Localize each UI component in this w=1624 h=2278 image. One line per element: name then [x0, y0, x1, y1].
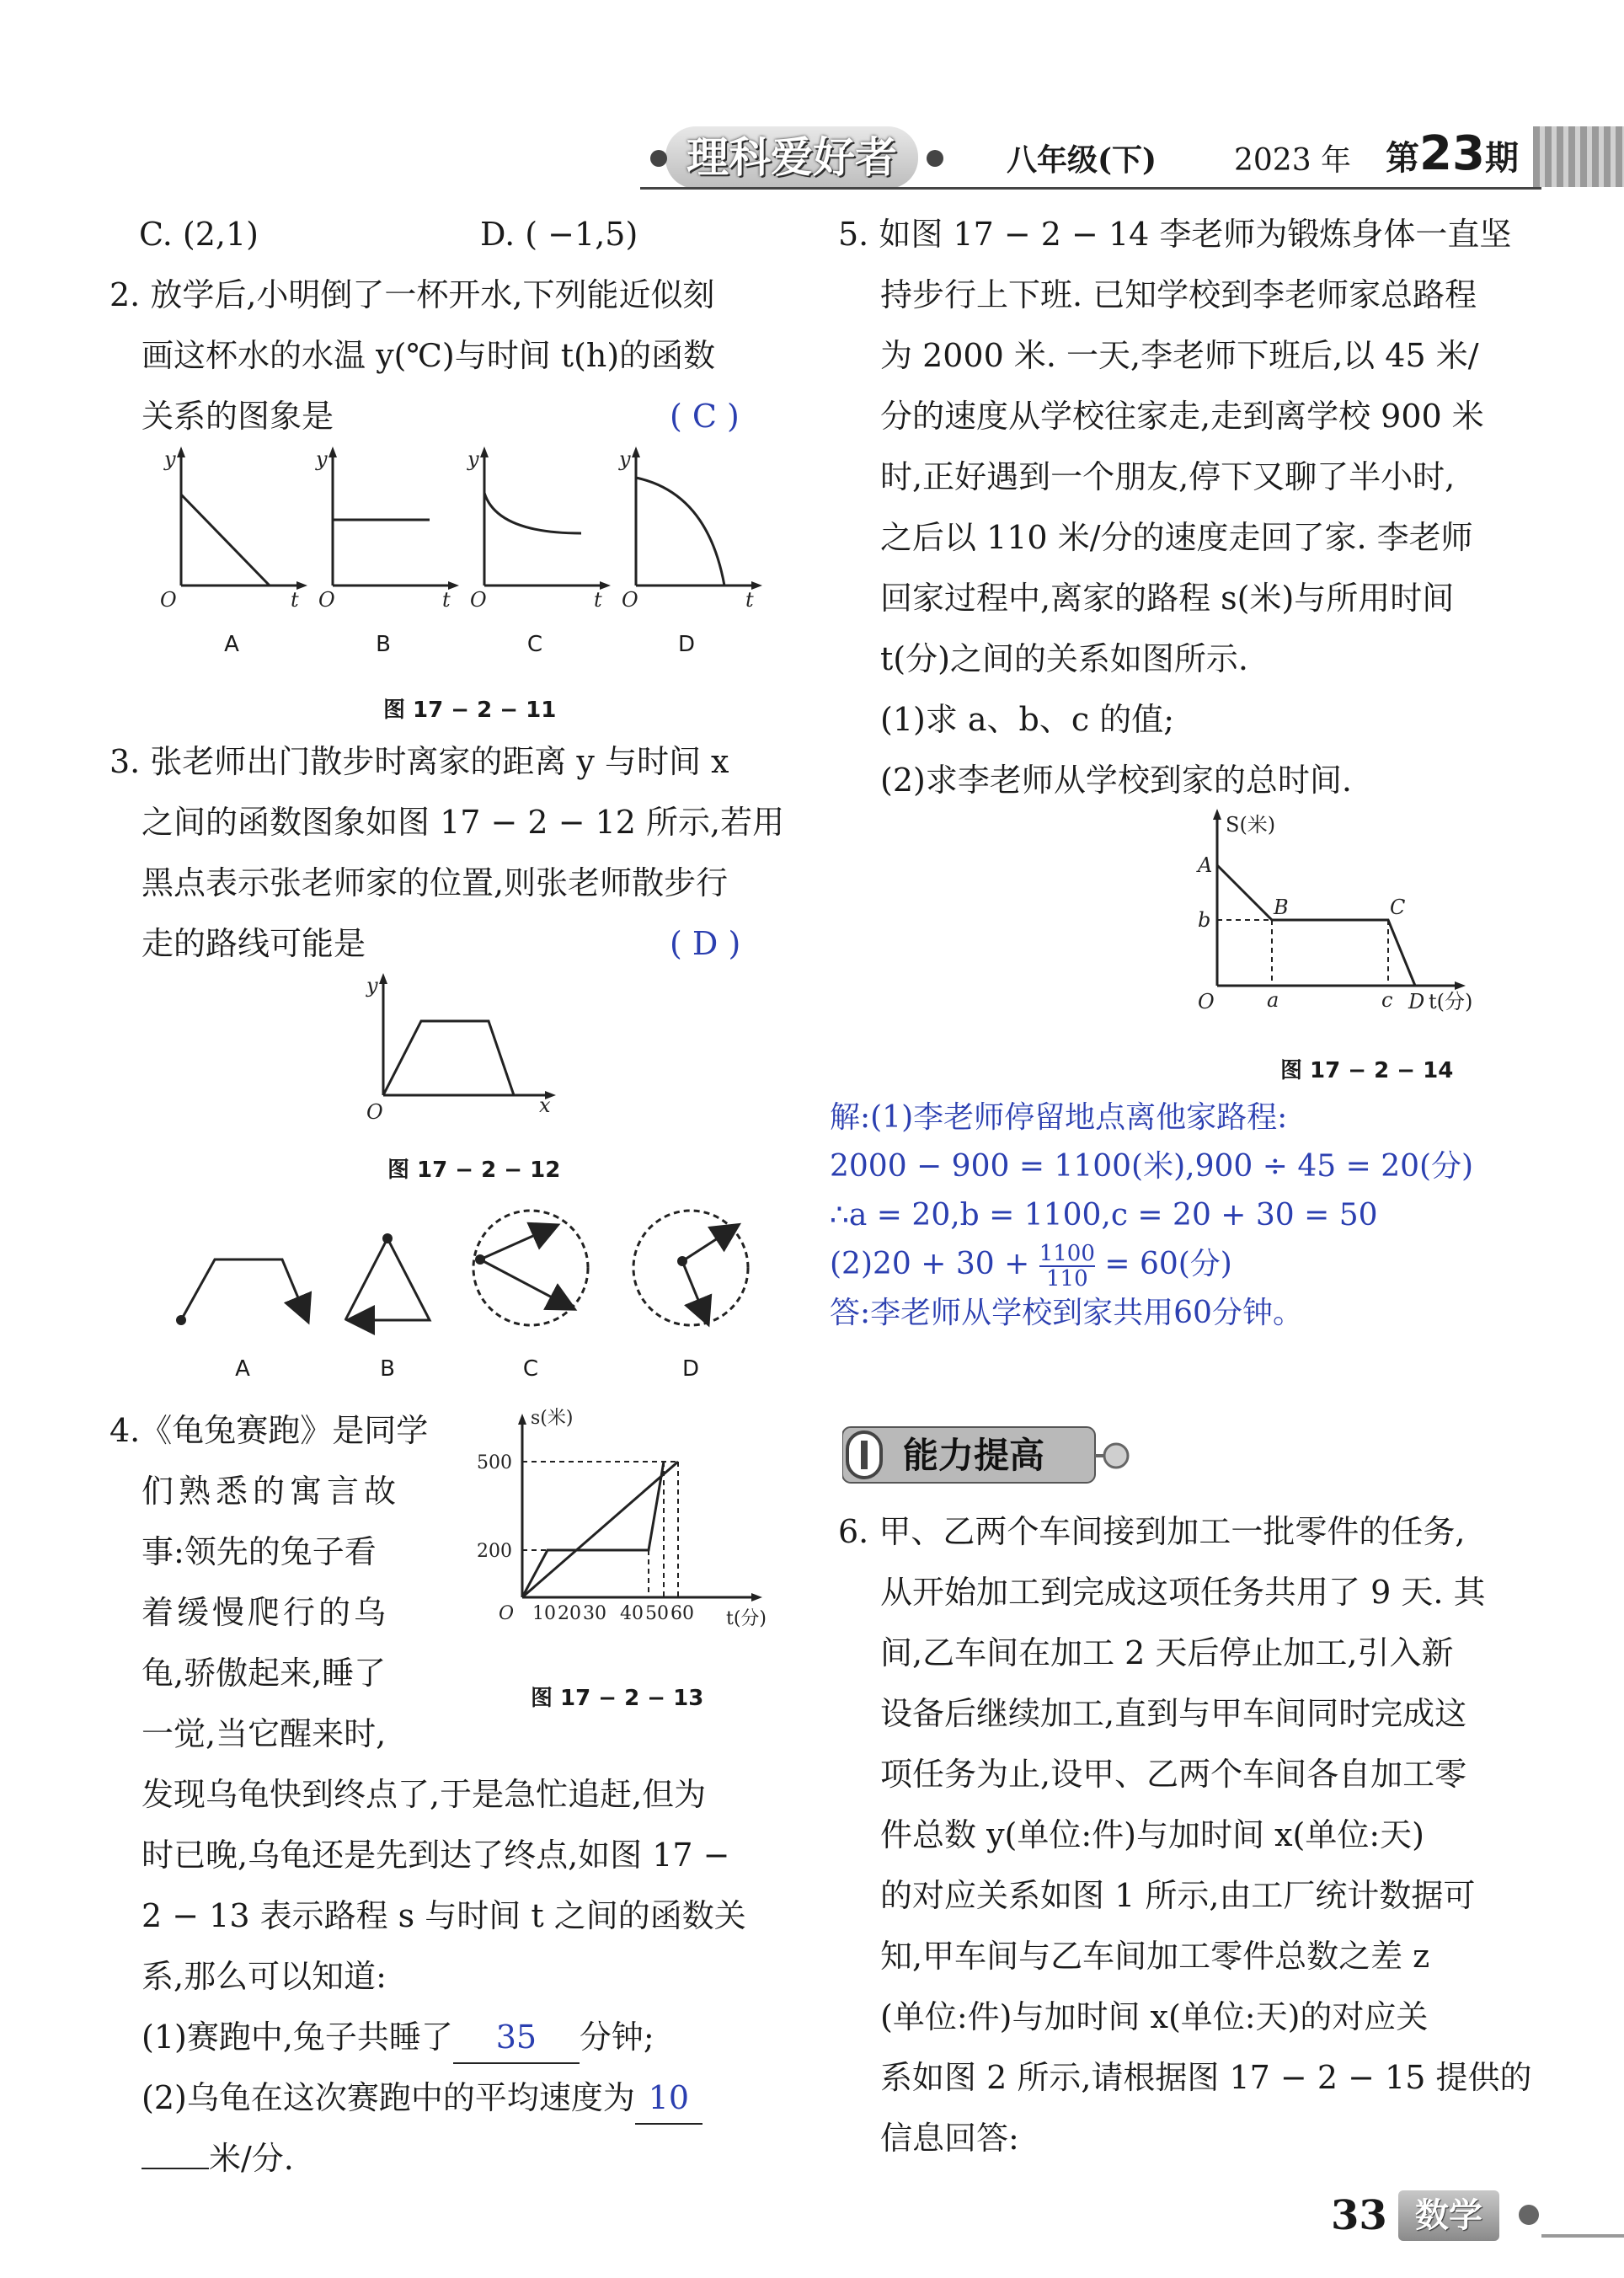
route-label-a: A: [235, 1356, 250, 1382]
q5-ylabel: S(米): [1226, 813, 1276, 837]
q5-line-1: 5. 如图 17 − 2 − 14 李老师为锻炼身体一直坚: [838, 216, 1512, 253]
xtick-20: 20: [558, 1603, 581, 1624]
q4-origin: O: [499, 1603, 515, 1624]
xtick-40: 40: [620, 1603, 644, 1624]
q6-line-8: 知,甲车间与乙车间加工零件总数之差 z: [880, 1938, 1430, 1975]
svg-text:y: y: [164, 447, 176, 471]
bullet-icon: [925, 148, 945, 168]
q3-answer: ( D ): [670, 925, 741, 962]
graph-c-curve: [484, 493, 581, 533]
route-b: [345, 1238, 430, 1320]
q4-line-2: 们熟悉的寓言故: [142, 1473, 402, 1510]
svg-text:t: t: [745, 588, 754, 611]
figure-17-2-12: [354, 969, 573, 1129]
year-label: 2023 年: [1234, 143, 1352, 178]
ytick-500: 500: [477, 1452, 512, 1473]
svg-text:O: O: [160, 588, 177, 611]
point-c: C: [1390, 896, 1406, 919]
q6-line-2: 从开始加工到完成这项任务共用了 9 天. 其: [880, 1574, 1486, 1611]
xtick-50: 50: [645, 1603, 669, 1624]
answer-blank-1: 35: [453, 2012, 580, 2064]
xtick-30: 30: [583, 1603, 606, 1624]
point-a: A: [1198, 853, 1213, 877]
svg-text:O: O: [366, 1100, 383, 1124]
svg-text:O: O: [318, 588, 335, 611]
svg-text:O: O: [622, 588, 638, 611]
q6-line-9: (单位:件)与加时间 x(单位:天)的对应关: [880, 1998, 1429, 2035]
q5-line-4: 分的速度从学校往家走,走到离学校 900 米: [880, 398, 1484, 435]
ytick-200: 200: [477, 1541, 512, 1562]
q5-line-2: 持步行上下班. 已知学校到李老师家总路程: [880, 276, 1477, 313]
issue-label: 第23期: [1386, 126, 1519, 181]
q5-line-6: 之后以 110 米/分的速度走回了家. 李老师: [880, 519, 1473, 556]
distance-graph: [1217, 865, 1415, 986]
q4-xlabel: t(分): [726, 1608, 767, 1629]
q5-sub1: (1)求 a、b、c 的值;: [880, 701, 1175, 738]
hare-line: [522, 1462, 664, 1597]
q5-xlabel: t(分): [1429, 990, 1473, 1013]
q1-option-c: C. (2,1): [139, 216, 259, 253]
q4-line-6: 一觉,当它醒来时,: [142, 1715, 387, 1752]
q6-line-3: 间,乙车间在加工 2 天后停止加工,引入新: [880, 1634, 1454, 1671]
answer-blank-2: 10: [635, 2072, 702, 2125]
caption-17-2-13: 图 17 − 2 − 13: [531, 1686, 704, 1711]
graph-label-c: C: [526, 632, 543, 657]
graph-label-b: B: [376, 632, 391, 657]
graph-a-line: [181, 495, 270, 586]
svg-text:y: y: [619, 447, 631, 471]
route-label-d: D: [681, 1356, 700, 1382]
svg-text:t: t: [442, 588, 451, 611]
q4-line-3: 事:领先的兔子看: [142, 1533, 377, 1570]
mark-c: c: [1381, 988, 1393, 1012]
q3-line-1: 3. 张老师出门散步时离家的距离 y 与时间 x: [110, 743, 729, 780]
q4-sub2-cont: 米/分.: [142, 2128, 294, 2189]
footer-bullet-icon: [1516, 2202, 1541, 2227]
solution-line-5: 答:李老师从学校到家共用60分钟。: [830, 1296, 1303, 1330]
q4-line-5: 龟,骄傲起来,睡了: [142, 1655, 387, 1692]
q3-line-3: 黑点表示张老师家的位置,则张老师散步行: [142, 864, 729, 901]
svg-text:O: O: [470, 588, 487, 611]
q2-line-2: 画这杯水的水温 y(℃)与时间 t(h)的函数: [142, 337, 716, 374]
svg-text:y: y: [316, 447, 328, 471]
q4-line-9: 2 − 13 表示路程 s 与时间 t 之间的函数关: [142, 1897, 746, 1934]
bullet-icon: [649, 148, 669, 168]
header-stripe: [1533, 126, 1624, 187]
q6-line-10: 系如图 2 所示,请根据图 17 − 2 − 15 提供的: [880, 2059, 1532, 2096]
page-header: [0, 0, 1624, 194]
header-rule: [640, 187, 1541, 190]
caption-17-2-11: 图 17 − 2 − 11: [383, 698, 557, 723]
solution-line-2: 2000 − 900 = 1100(米),900 ÷ 45 = 20(分): [830, 1149, 1474, 1184]
solution-line-3: ∴a = 20,b = 1100,c = 20 + 30 = 50: [830, 1198, 1378, 1233]
q2-line-1: 2. 放学后,小明倒了一杯开水,下列能近似刻: [110, 276, 715, 313]
route-d-1: [682, 1226, 737, 1261]
subject-badge: 数学: [1398, 2190, 1499, 2241]
route-label-b: B: [380, 1356, 395, 1382]
footer-rule: [1541, 2234, 1624, 2238]
q1-option-d: D. ( −1,5): [480, 216, 638, 253]
svg-text:x: x: [539, 1094, 551, 1117]
solution-line-1: 解:(1)李老师停留地点离他家路程:: [830, 1100, 1288, 1135]
q4-sub1: (1)赛跑中,兔子共睡了 35 分钟;: [142, 2007, 654, 2067]
graph-d-curve: [636, 478, 724, 586]
q3-line-4: 走的路线可能是: [142, 925, 366, 962]
q6-line-1: 6. 甲、乙两个车间接到加工一批零件的任务,: [838, 1513, 1466, 1550]
q3-line-2: 之间的函数图象如图 17 − 2 − 12 所示,若用: [142, 804, 785, 841]
caption-17-2-14: 图 17 − 2 − 14: [1280, 1058, 1454, 1083]
graph-label-d: D: [677, 632, 696, 657]
svg-text:t: t: [291, 588, 299, 611]
caption-17-2-12: 图 17 − 2 − 12: [387, 1158, 561, 1183]
route-d-2: [682, 1261, 708, 1323]
q6-line-5: 项任务为止,设甲、乙两个车间各自加工零: [880, 1756, 1467, 1793]
q4-line-8: 时已晚,乌龟还是先到达了终点,如图 17 −: [142, 1837, 730, 1874]
mark-a: a: [1267, 988, 1279, 1012]
q5-origin: O: [1198, 990, 1215, 1013]
route-options: [160, 1200, 767, 1352]
q5-sub2: (2)求李老师从学校到家的总时间.: [880, 762, 1352, 799]
q6-line-6: 件总数 y(单位:件)与加时间 x(单位:天): [880, 1816, 1424, 1853]
svg-text:y: y: [366, 974, 378, 997]
q5-line-8: t(分)之间的关系如图所示.: [880, 640, 1249, 677]
q5-line-5: 时,正好遇到一个朋友,停下又聊了半小时,: [880, 458, 1456, 495]
route-label-c: C: [522, 1356, 539, 1382]
figure-17-2-14: [1179, 805, 1482, 1024]
figure-17-2-13: [472, 1405, 792, 1641]
q5-line-3: 为 2000 米. 一天,李老师下班后,以 45 米/: [880, 337, 1479, 374]
route-c-1: [480, 1226, 556, 1259]
q6-line-11: 信息回答:: [880, 2120, 1019, 2157]
route-c-2: [480, 1259, 573, 1308]
figure-17-2-11: [152, 442, 792, 611]
xtick-10: 10: [532, 1603, 556, 1624]
masthead-logo: 理科爱好者: [665, 126, 918, 189]
q4-line-7: 发现乌龟快到终点了,于是急忙追赶,但为: [142, 1776, 707, 1813]
q4-ylabel: s(米): [531, 1408, 574, 1429]
solution-line-4: (2)20 + 30 + $\frac{1100}{110}$ = 60(分): [830, 1241, 1232, 1291]
q5-line-7: 回家过程中,离家的路程 s(米)与所用时间: [880, 580, 1455, 617]
grade-label: 八年级(下): [1007, 142, 1157, 178]
q4-line-10: 系,那么可以知道:: [142, 1958, 387, 1995]
point-d: D: [1408, 990, 1425, 1013]
xtick-60: 60: [670, 1603, 694, 1624]
section-title: 能力提高: [903, 1435, 1045, 1476]
tortoise-line: [522, 1462, 678, 1597]
svg-text:y: y: [467, 447, 479, 471]
q6-line-7: 的对应关系如图 1 所示,由工厂统计数据可: [880, 1877, 1476, 1914]
mark-b: b: [1198, 908, 1211, 932]
page-number: 33: [1331, 2192, 1387, 2239]
q4-line-1: 4.《龟兔赛跑》是同学: [110, 1412, 429, 1449]
q2-answer: ( C ): [670, 398, 740, 435]
q6-line-4: 设备后继续加工,直到与甲车间同时完成这: [880, 1695, 1467, 1732]
point-b: B: [1274, 896, 1289, 919]
route-a: [181, 1259, 307, 1320]
q2-line-3: 关系的图象是: [142, 398, 334, 435]
walk-graph-line: [383, 1021, 514, 1095]
q4-sub2: (2)乌龟在这次赛跑中的平均速度为 10: [142, 2067, 702, 2128]
q4-line-4: 着缓慢爬行的乌: [142, 1594, 390, 1631]
graph-label-a: A: [224, 632, 239, 657]
svg-text:t: t: [594, 588, 602, 611]
